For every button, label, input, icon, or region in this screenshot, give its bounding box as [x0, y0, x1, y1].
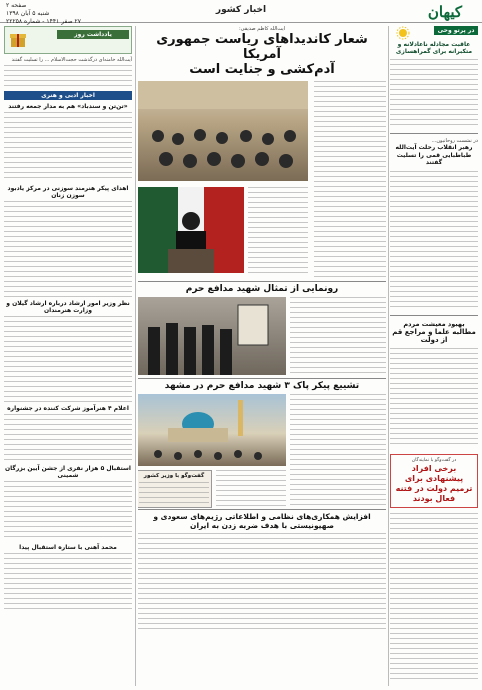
main-column: [138, 26, 386, 686]
article-kicker: بهبود معیشت مردم: [403, 319, 465, 328]
funeral-title: تشییع پیکر پاک ۳ شهید مدافع حرم در مشهد: [164, 381, 360, 391]
article-title: رهبر انقلاب رحلت آیت‌الله طباطبایی قمی را تسلیت گفتند: [395, 144, 473, 166]
box-title: گفت‌وگو با وزیر کشور: [143, 473, 205, 479]
left-column: [4, 26, 132, 686]
news-body: [4, 201, 132, 297]
date-line: شنبه ۵ آبان ۱۳۹۸: [6, 10, 50, 17]
masthead-logo: کیهان: [427, 3, 463, 21]
column-rule: [135, 26, 136, 686]
shrine-photo: [138, 394, 286, 466]
article-title: مطالبه علما و مراجع قم از دولت: [392, 327, 476, 344]
speaker-illustration: [138, 187, 244, 273]
speaker-photo: [138, 187, 244, 273]
article-body: [248, 187, 308, 277]
news-title: اهدای پیکر هنرمند سوزنی در مرکز یادبود سوزن زنان: [7, 185, 129, 199]
article-body: [216, 470, 286, 506]
sun-emblem-icon: [396, 26, 410, 40]
news-body: [4, 481, 132, 541]
notice-body: [4, 65, 132, 87]
column-rule: [388, 26, 389, 686]
unveil-photo: [138, 297, 286, 375]
banner-label: یادداشت روز: [57, 30, 129, 39]
headline-line-1: شعار کاندیداهای ریاست جمهوری آمریکا: [156, 32, 368, 62]
news-title: محمد آهنی با ستاره استقبال پیدا: [19, 544, 117, 551]
box-title: برخی افراد پیشنهادی برای ترمیم دولت در فتنه فعال بودند: [395, 463, 473, 503]
headline-kicker: آیت‌الله کاظم صدیقی:: [239, 26, 285, 32]
right-column: [390, 26, 478, 686]
news-body: [4, 553, 132, 613]
page-number: صفحه ۲: [6, 2, 27, 9]
article-body: [390, 171, 478, 311]
news-body: [4, 112, 132, 182]
section-badge: در پرتو وحی: [434, 26, 478, 35]
article-body: [314, 81, 386, 277]
news-title: نظر وزیر امور ارشاد درباره ارشاد گیلان و وزارت هنرمندان: [6, 300, 130, 314]
news-title: اعلام ۴ هنرآموز شرکت کننده در جشنواره: [7, 405, 129, 412]
shrine-illustration: [138, 394, 286, 466]
unveil-title: رونمایی از تمثال شهید مدافع حرم: [185, 284, 339, 294]
crowd-photo: [138, 81, 308, 181]
gift-box-icon: [9, 30, 27, 48]
crowd-illustration: [138, 81, 308, 181]
notice-text: آیت‌الله خامنه‌ای درگذشت حجت‌الاسلام ... را تسلیت گفتند: [11, 57, 132, 63]
article-body: [138, 533, 386, 633]
article-body: [290, 297, 386, 375]
issue-line: ۲۷ صفر ۱۴۴۱ - شماره ۲۲۲۵۸: [6, 18, 81, 25]
article-body: [290, 394, 386, 506]
article-body: [390, 348, 478, 448]
article-body: [390, 513, 478, 683]
box-body: [139, 482, 209, 504]
section-header: اخبار ادبی و هنری: [4, 91, 132, 100]
headline-line-2: آدم‌کشی و جنایت است: [189, 62, 335, 77]
page-header: [0, 0, 482, 23]
news-title: «تن‌تن و سندباد» هم به مدار جمعه رفتند: [8, 103, 128, 110]
article-body: [390, 59, 478, 129]
news-title: استقبال ۵ هزار نفری از جشن آیین بزرگان شمینی: [5, 465, 131, 479]
news-body: [4, 316, 132, 402]
article-title: عاقبت مجادله ناعادلانه و متکبرانه برای گمراهسازی: [395, 41, 473, 55]
section-title: اخبار کشور: [215, 5, 267, 15]
ceremony-illustration: [138, 297, 286, 375]
news-body: [4, 414, 132, 462]
intel-title: افزایش همکاری‌های نظامی و اطلاعاتی رژیم‌های سعودی و صهیونیستی با هدف ضربه زدن به ایران: [153, 512, 371, 530]
article-kicker: در نشست روحانیون...: [431, 138, 478, 144]
box-tag: در گفت‌وگو با نمایندگان: [411, 457, 457, 463]
notice-banner: [4, 26, 132, 54]
date-block: [6, 2, 81, 26]
boxed-article: [138, 470, 212, 508]
interview-box: [390, 454, 478, 508]
